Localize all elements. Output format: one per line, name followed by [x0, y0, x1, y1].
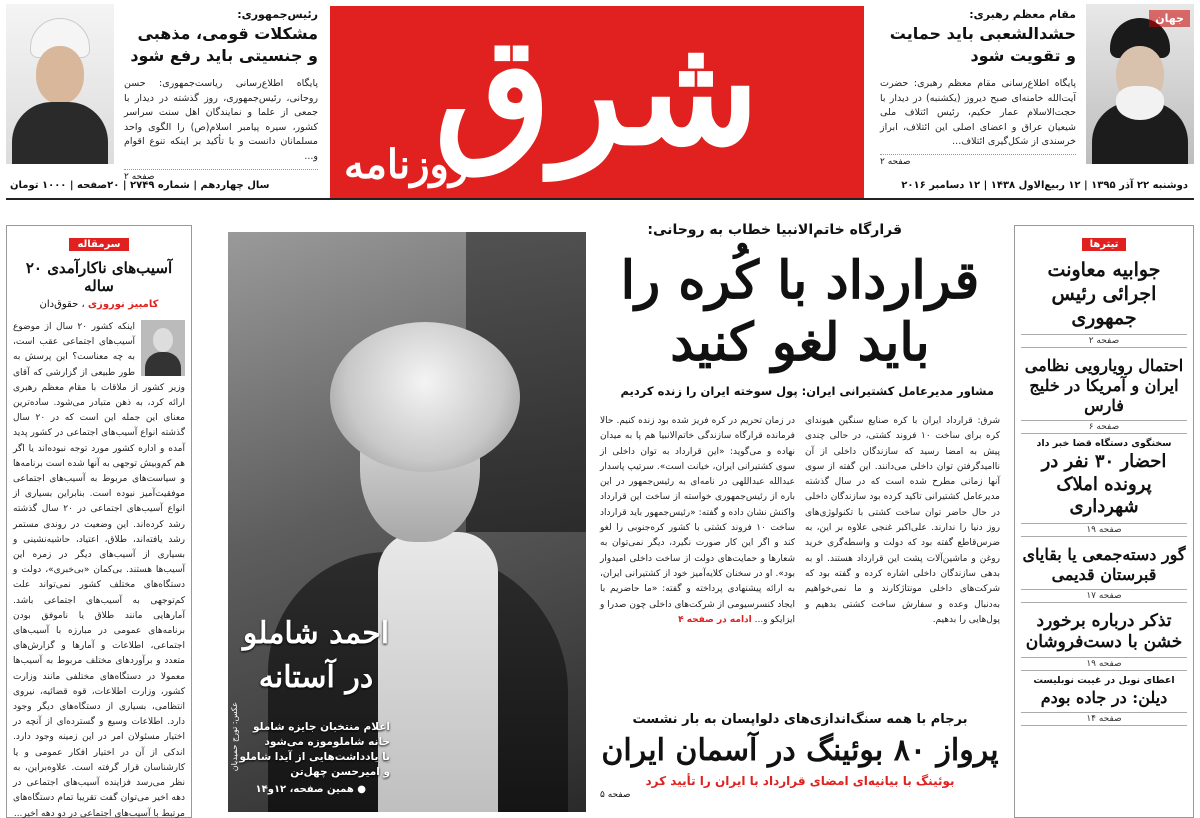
lead-body-columns — [600, 414, 1000, 628]
lead-headline-line1: قرارداد با کُره را — [620, 250, 980, 311]
editorial-byline: کامبیز نوروزی ، حقوق‌دان — [39, 299, 159, 310]
logo-subtitle: روزنامه — [344, 141, 469, 188]
brief-kicker: سخنگوی دستگاه قضا خبر داد — [1036, 438, 1172, 450]
shamlou-feature[interactable] — [228, 232, 586, 812]
photo-credit: عکس: تورج حمیدیان — [230, 702, 239, 772]
briefs-column — [1014, 225, 1194, 818]
left-top-headline[interactable]: مشکلات قومی، مذهبی و جنسیتی باید رفع شود — [130, 24, 318, 65]
boeing-page-ref[interactable]: صفحه ۵ — [600, 790, 631, 800]
editorial-body — [13, 320, 185, 818]
brief-kicker: اعطای نوبل در غیبت نوبلیست — [1033, 675, 1175, 687]
brief-page-ref[interactable]: صفحه ۱۴ — [1021, 712, 1187, 726]
right-top-page-ref[interactable]: صفحه ۲ — [880, 154, 1076, 167]
feature-page-ref[interactable]: ● همین صفحه، ۱۲و۱۴ — [255, 784, 366, 795]
boeing-kicker: برجام با همه سنگ‌اندازی‌های دلواپسان به بار نشست — [632, 712, 968, 727]
lead-col-left — [600, 414, 795, 628]
editorial-text: اینکه کشور ۲۰ سال از موضوع آسیب‌های اجتماعی عقب است، به چه معناست؟ این پرسش به طور طبیعی از گزارشی که آقای وزیر کشور از ملاقات با مقام معظم رهبری ارائه کرد، به ذهن متبادر می‌شود. ساده‌ترین معنای این جمله این است که در ۲۰ سال گذشته انواع آسیب‌های اجتماعی در کشور پدید آمده و اداره کشور مورد توجه نبوده‌اند یا اگر هم کم‌وبیش توجهی به آنها شده است برنامه‌ها و سیاست‌های مربوط به آسیب‌های اجتماعی موفقیت‌آمیز نبوده است. بنابراین بسیاری از انواع آسیب‌های اجتماعی در ۲۰ سال گذشته رشد کرده‌اند. این وضعیت در روندی مستمر رشد یافته‌اند، طلاق، اعتیاد، حاشیه‌نشینی و بسیاری از آسیب‌های دیگر در زمره این آسیب‌ها هستند. بی‌کمان «بی‌خبری»، دولت و دستگاه‌های مختلف کشور نمی‌تواند علت کم‌توجهی به آسیب‌های اجتماعی باشد. آمارهایی مانند طلاق یا ناموفق بودن برنامه‌های عمومی در مبارزه با آسیب‌های اجتماعی، اطلاعات و آمارها و گزارش‌های متعدد و برآوردهای مختلف مربوط به آسیب‌ها معمولا در دستگاه‌های مختلفی مانند وزارت کشور، وزارت اطلاعات، قوه قضائیه، نیروی انتظامی، بسیاری از دستگاه‌های دیگر وجود دارد. اطلاعات وسیع و گسترده‌ای از آنچه در اختیار مسئولان امر در این زمینه وجود دارد. اندکی از آن در اختیار افکار عمومی و یا کارشناسان قرار گرفته است. علاوه‌براین، به نظر می‌رسد فزاینده آسیب‌های اجتماعی در دهه اخیر می‌توان گفت تقریبا تمام دستگاه‌های مرتبط با آسیب‌های اجتماعی در دو دهه اخیر... — [13, 322, 185, 818]
feature-sub3: با یادداشت‌هایی از آیدا شاملو و امیرحسن چهل‌تن — [239, 751, 390, 778]
right-top-story[interactable] — [880, 8, 1076, 167]
masthead-rule — [6, 198, 1194, 200]
issue-info: سال چهاردهم | شماره ۲۷۴۹ | ۲۰صفحه | ۱۰۰۰ تومان — [10, 180, 270, 191]
boeing-story — [600, 712, 1000, 800]
lead-col-right: شرق: قرارداد ایران با کره صنایع سنگین هیوندای کره برای ساخت ۱۰ فروند کشتی، در حالی چندی پیش به امضا رسید که سازندگان داخلی از آن ناامیدگرفتن توان داخلی می‌دانند. این گفته از سوی آنها زمانی مطرح شده است که در سال گذشته مدیرعامل کشتیرانی تاکید کرده بود سازندگان داخلی در حال حاضر توان ساخت کشتی با تکنولوژی‌های روز دنیا را ندارند. علی‌اکبر غنجی علاوه بر این، به ضرس‌قاطع گفته بود که دولت و واسطه‌گری خرید روغن و ماشین‌آلات پشت این قرارداد هستند. او به بدهی سازندگان داخلی اشاره کرده و گفته بود که شرکت‌های داخلی مونتاژکارند و ما نمی‌خواهیم به‌دنبال وعده و سفارش ساخت کشتی بدهیم و پول‌هایی را بدهیم. — [805, 416, 1000, 625]
author-photo — [141, 320, 185, 376]
left-top-story[interactable] — [124, 8, 318, 182]
date-line: دوشنبه ۲۲ آذر ۱۳۹۵ | ۱۲ ربیع‌الاول ۱۴۳۸ | ۱۲ دسامبر ۲۰۱۶ — [901, 180, 1188, 191]
left-top-kicker: رئیس‌جمهوری: — [237, 8, 318, 21]
logo-word: شرق — [434, 6, 760, 179]
feature-sub2: خانه شاملوموزه می‌شود — [264, 736, 390, 748]
left-top-page-ref[interactable]: صفحه ۲ — [124, 169, 318, 182]
lead-col-left-text: در زمان تحریم در کره فریز شده بود زنده کنیم. حالا فرمانده قرارگاه سازندگی خاتم‌الانبیا هم پا به میدان نهاده و می‌گوید: «این قرارداد به توان داخلی از سوی کشتیرانی ایران، خیانت است». سرتیپ پاسدار عبدالله عبداللهی در نامه‌ای به رئیس‌جمهور در این باره از رئیس‌جمهوری خواسته از ساخت این قرارداد واکنش نشان داده و گفته: «رئیس‌جمهور باید قرارداد ساخت ۱۰ فروند کشتی با کشور کره‌جنوبی را لغو کند و اگر این کار صورت نگیرد، دیگر نمی‌توان به شعارها و حمایت‌های دولت از ساخت داخلی امیدوار بود». او در سخنان کلایه‌آمیز خود از کشتیرانی ایران، به ارائه پیشنهادی پرداخته و گفته: «ما حاضریم با ایجاد کنسرسیومی از شرکت‌های داخلی چون صدرا و ایزایکو و... — [600, 416, 796, 625]
leader-portrait — [1086, 4, 1194, 164]
lead-story — [600, 222, 1000, 628]
logo — [330, 6, 864, 198]
briefs-list — [1021, 259, 1187, 726]
editorial-author-role: حقوق‌دان — [39, 299, 79, 310]
masthead — [0, 0, 1200, 198]
right-top-body: پایگاه اطلاع‌رسانی مقام معظم رهبری: حضرت آیت‌الله خامنه‌ای صبح دیروز (یکشنبه) در دیدار با حجت‌الاسلام عمار حکیم، رئیس ائتلاف ملی شیعیان عراق و اعضای اصلی این ائتلاف، ابراز خرسندی از شکل‌گیری ائتلاف... — [880, 78, 1076, 148]
lead-kicker: قرارگاه خاتم‌الانبیا خطاب به روحانی: — [647, 222, 902, 238]
lead-continued-link[interactable]: ادامه در صفحه ۴ — [678, 614, 752, 625]
boeing-headline[interactable]: پرواز ۸۰ بوئینگ در آسمان ایران — [601, 733, 999, 768]
feature-sub1: اعلام منتخبان جایزه شاملو — [252, 721, 390, 733]
lead-deck: مشاور مدیرعامل کشتیرانی ایران: پول سوخته ایران را زنده کردیم — [620, 384, 994, 398]
feature-title-line1: احمد شاملو — [242, 616, 390, 651]
jahan-badge: جهان — [1149, 10, 1190, 27]
brief-headline[interactable]: جوابیه معاونت اجرائی رئیس جمهوری — [1047, 259, 1161, 329]
brief-page-ref[interactable]: صفحه ۶ — [1021, 420, 1187, 434]
feature-subtitles — [230, 720, 390, 780]
left-top-body: پایگاه اطلاع‌رسانی ریاست‌جمهوری: حسن روحانی، رئیس‌جمهوری، روز گذشته در دیدار با جمعی از علما و نمایندگان اهل سنت سراسر کشور، سیره پیامبر اسلام(ص) را الگوی واحد مسلمانان دانست و با تأکید بر اینکه تنوع اقوام و... — [124, 78, 318, 162]
editorial-author[interactable]: کامبیز نوروزی — [87, 299, 159, 310]
brief-page-ref[interactable]: صفحه ۱۹ — [1021, 657, 1187, 671]
brief-page-ref[interactable]: صفحه ۲ — [1021, 334, 1187, 348]
president-portrait — [6, 4, 114, 164]
brief-headline[interactable]: احضار ۳۰ نفر در پرونده املاک شهرداری — [1041, 451, 1167, 518]
right-top-headline[interactable]: حشدالشعبی باید حمایت و تقویت شود — [889, 24, 1076, 65]
brief-page-ref[interactable]: صفحه ۱۷ — [1021, 589, 1187, 603]
brief-headline[interactable]: دیلن: در جاده بودم — [1040, 688, 1168, 708]
feature-title[interactable] — [228, 612, 406, 700]
right-top-kicker: مقام معظم رهبری: — [969, 8, 1076, 21]
lead-headline-line2: باید لغو کنید — [670, 312, 930, 373]
editorial-tag: سرمقاله — [69, 238, 128, 251]
boeing-deck: بوئینگ با بیانیه‌ای امضای قرارداد با ایران را تأیید کرد — [645, 774, 955, 788]
brief-headline[interactable]: تذکر درباره برخورد خشن با دست‌فروشان — [1025, 610, 1183, 652]
feature-title-line2: در آستانه — [258, 660, 374, 695]
brief-headline[interactable]: گور دسته‌جمعی یا بقایای قبرستان قدیمی — [1022, 544, 1186, 584]
editorial-column — [6, 225, 192, 818]
lead-headline[interactable] — [600, 250, 1000, 374]
brief-page-ref[interactable]: صفحه ۱۹ — [1021, 523, 1187, 537]
briefs-tag: تیترها — [1082, 238, 1127, 251]
brief-headline[interactable]: احتمال رویارویی نظامی ایران و آمریکا در خلیج فارس — [1024, 356, 1184, 416]
editorial-title[interactable]: آسیب‌های ناکارآمدی ۲۰ ساله — [25, 259, 173, 295]
